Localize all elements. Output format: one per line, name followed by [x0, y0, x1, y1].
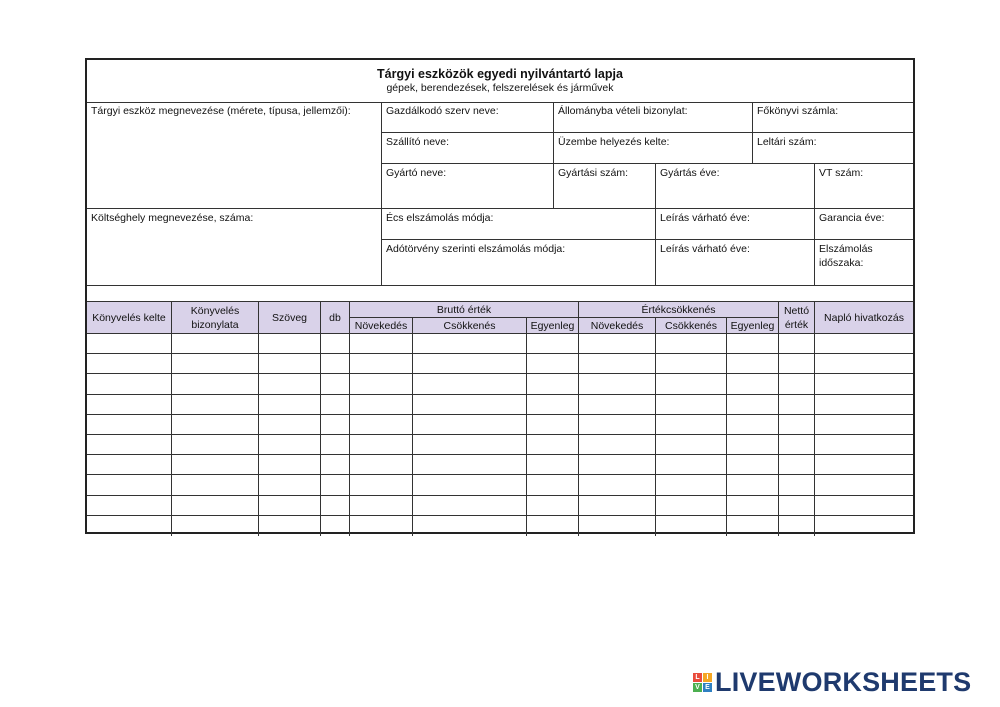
table-cell[interactable] [87, 374, 172, 394]
table-cell[interactable] [727, 334, 779, 354]
acquisition-doc-field[interactable] [554, 102, 753, 133]
col-net-value: Nettó érték [779, 302, 815, 334]
supplier-field[interactable] [382, 133, 554, 164]
col-text: Szöveg [259, 302, 321, 334]
table-cell[interactable] [321, 475, 350, 495]
spacer-row [87, 286, 913, 302]
table-cell[interactable] [259, 374, 321, 394]
table-cell[interactable] [656, 435, 727, 455]
table-cell[interactable] [579, 455, 656, 475]
table-cell[interactable] [350, 516, 413, 536]
vt-no-label: VT szám: [819, 167, 864, 179]
col-booking-date: Könyvelés kelte [87, 302, 172, 334]
table-cell[interactable] [579, 354, 656, 374]
table-cell[interactable] [779, 455, 815, 475]
table-cell[interactable] [727, 374, 779, 394]
table-cell[interactable] [172, 435, 259, 455]
table-cell[interactable] [87, 334, 172, 354]
table-cell[interactable] [172, 496, 259, 516]
table-cell[interactable] [656, 455, 727, 475]
table-cell[interactable] [727, 496, 779, 516]
sub-gross-increase: Növekedés [350, 318, 413, 334]
table-cell[interactable] [579, 374, 656, 394]
ledger-account-label: Főkönyvi számla: [757, 105, 839, 117]
table-cell[interactable] [527, 354, 579, 374]
table-cell[interactable] [87, 415, 172, 435]
table-cell[interactable] [815, 496, 913, 516]
table-cell[interactable] [579, 496, 656, 516]
warranty-year-field[interactable] [815, 209, 913, 240]
table-cell[interactable] [413, 415, 527, 435]
table-cell[interactable] [321, 496, 350, 516]
table-cell[interactable] [579, 334, 656, 354]
table-cell[interactable] [727, 415, 779, 435]
table-cell[interactable] [321, 516, 350, 536]
col-qty: db [321, 302, 350, 334]
table-cell[interactable] [579, 475, 656, 495]
table-cell[interactable] [259, 516, 321, 536]
table-cell[interactable] [350, 435, 413, 455]
logo-mark-icon: L I V E [693, 673, 712, 692]
warranty-year-label: Garancia éve: [819, 212, 885, 224]
table-cell[interactable] [815, 334, 913, 354]
table-cell[interactable] [259, 334, 321, 354]
table-cell[interactable] [87, 516, 172, 536]
table-cell[interactable] [656, 475, 727, 495]
table-cell[interactable] [259, 395, 321, 415]
table-cell[interactable] [87, 496, 172, 516]
group-depreciation: Értékcsökkenés [579, 302, 779, 318]
writeoff-year-label-1: Leírás várható éve: [660, 212, 750, 224]
table-cell[interactable] [87, 455, 172, 475]
page-title: Tárgyi eszközök egyedi nyilvántartó lapja [377, 67, 623, 81]
commission-date-field[interactable] [554, 133, 753, 164]
group-gross-value: Bruttó érték [350, 302, 579, 318]
table-cell[interactable] [172, 374, 259, 394]
writeoff-year-label-2: Leírás várható éve: [660, 243, 750, 255]
table-cell[interactable] [815, 374, 913, 394]
table-cell[interactable] [579, 435, 656, 455]
table-cell[interactable] [779, 374, 815, 394]
table-cell[interactable] [527, 455, 579, 475]
table-cell[interactable] [527, 516, 579, 536]
logo-text: LIVEWORKSHEETS [715, 666, 972, 697]
table-cell[interactable] [350, 334, 413, 354]
table-cell[interactable] [815, 475, 913, 495]
sub-depr-decrease: Csökkenés [656, 318, 727, 334]
table-cell[interactable] [527, 374, 579, 394]
table-cell[interactable] [656, 374, 727, 394]
sub-gross-balance: Egyenleg [527, 318, 579, 334]
table-cell[interactable] [779, 395, 815, 415]
writeoff-year-field-1[interactable] [656, 209, 815, 240]
table-cell[interactable] [413, 354, 527, 374]
table-cell[interactable] [815, 354, 913, 374]
table-cell[interactable] [87, 354, 172, 374]
table-cell[interactable] [350, 455, 413, 475]
table-cell[interactable] [815, 395, 913, 415]
table-cell[interactable] [350, 496, 413, 516]
table-cell[interactable] [321, 395, 350, 415]
table-cell[interactable] [727, 455, 779, 475]
table-cell[interactable] [87, 395, 172, 415]
sub-depr-balance: Egyenleg [727, 318, 779, 334]
table-cell[interactable] [172, 475, 259, 495]
acquisition-doc-label: Állományba vételi bizonylat: [558, 105, 688, 117]
table-cell[interactable] [172, 455, 259, 475]
depreciation-method-label: Écs elszámolás módja: [386, 212, 494, 224]
table-cell[interactable] [579, 516, 656, 536]
table-cell[interactable] [779, 334, 815, 354]
table-cell[interactable] [321, 354, 350, 374]
table-cell[interactable] [350, 374, 413, 394]
cost-center-field[interactable] [87, 209, 382, 286]
table-cell[interactable] [527, 334, 579, 354]
org-name-field[interactable] [382, 102, 554, 133]
table-cell[interactable] [172, 395, 259, 415]
org-name-label: Gazdálkodó szerv neve: [386, 105, 499, 117]
table-cell[interactable] [413, 455, 527, 475]
col-journal-ref: Napló hivatkozás [815, 302, 913, 334]
manufacturer-label: Gyártó neve: [386, 167, 447, 179]
table-cell[interactable] [413, 475, 527, 495]
table-cell[interactable] [815, 435, 913, 455]
table-cell[interactable] [172, 354, 259, 374]
table-cell[interactable] [779, 354, 815, 374]
manufacture-year-label: Gyártás éve: [660, 167, 720, 179]
table-cell[interactable] [727, 516, 779, 536]
table-cell[interactable] [779, 516, 815, 536]
table-cell[interactable] [413, 334, 527, 354]
table-cell[interactable] [656, 516, 727, 536]
accounting-period-label: Elszámolás időszaka: [819, 243, 873, 269]
table-cell[interactable] [321, 455, 350, 475]
table-cell[interactable] [321, 374, 350, 394]
table-cell[interactable] [87, 475, 172, 495]
table-cell[interactable] [527, 496, 579, 516]
table-cell[interactable] [259, 354, 321, 374]
table-cell[interactable] [350, 415, 413, 435]
table-cell[interactable] [350, 354, 413, 374]
table-cell[interactable] [321, 334, 350, 354]
tax-method-field[interactable] [382, 240, 656, 286]
table-cell[interactable] [779, 415, 815, 435]
commission-date-label: Üzembe helyezés kelte: [558, 136, 670, 148]
table-cell[interactable] [259, 496, 321, 516]
col-booking-doc: Könyvelés bizonylata [172, 302, 259, 334]
page-subtitle: gépek, berendezések, felszerelések és járművek [386, 82, 614, 94]
asset-record-sheet [85, 58, 915, 534]
table-cell[interactable] [815, 516, 913, 536]
table-cell[interactable] [413, 374, 527, 394]
writeoff-year-field-2[interactable] [656, 240, 815, 286]
table-cell[interactable] [727, 475, 779, 495]
table-cell[interactable] [413, 516, 527, 536]
table-cell[interactable] [350, 475, 413, 495]
table-cell[interactable] [656, 334, 727, 354]
table-cell[interactable] [259, 475, 321, 495]
table-cell[interactable] [727, 395, 779, 415]
asset-name-label: Tárgyi eszköz megnevezése (mérete, típusa, jellemzői): [91, 105, 351, 117]
table-cell[interactable] [656, 354, 727, 374]
table-cell[interactable] [413, 395, 527, 415]
serial-no-label: Gyártási szám: [558, 167, 629, 179]
table-cell[interactable] [779, 496, 815, 516]
table-cell[interactable] [527, 395, 579, 415]
table-cell[interactable] [259, 415, 321, 435]
sub-gross-decrease: Csökkenés [413, 318, 527, 334]
table-cell[interactable] [815, 455, 913, 475]
supplier-label: Szállító neve: [386, 136, 450, 148]
table-cell[interactable] [413, 435, 527, 455]
table-cell[interactable] [656, 496, 727, 516]
table-cell[interactable] [350, 395, 413, 415]
table-cell[interactable] [727, 435, 779, 455]
sub-depr-increase: Növekedés [579, 318, 656, 334]
table-cell[interactable] [527, 475, 579, 495]
table-cell[interactable] [727, 354, 779, 374]
liveworksheets-logo [693, 668, 971, 696]
table-cell[interactable] [779, 435, 815, 455]
depreciation-method-field[interactable] [382, 209, 656, 240]
table-cell[interactable] [259, 435, 321, 455]
ledger-account-field[interactable] [753, 102, 913, 133]
inventory-no-label: Leltári szám: [757, 136, 817, 148]
table-cell[interactable] [172, 516, 259, 536]
table-cell[interactable] [321, 435, 350, 455]
table-cell[interactable] [172, 415, 259, 435]
table-cell[interactable] [321, 415, 350, 435]
vt-no-field[interactable] [815, 164, 913, 209]
table-cell[interactable] [779, 475, 815, 495]
table-cell[interactable] [579, 395, 656, 415]
accounting-period-field[interactable] [815, 240, 913, 286]
title-block [87, 60, 913, 103]
inventory-no-field[interactable] [753, 133, 913, 164]
manufacturer-field[interactable] [382, 164, 554, 209]
serial-no-field[interactable] [554, 164, 656, 209]
table-cell[interactable] [656, 395, 727, 415]
table-cell[interactable] [527, 435, 579, 455]
table-cell[interactable] [815, 415, 913, 435]
cost-center-label: Költséghely megnevezése, száma: [91, 212, 254, 224]
table-cell[interactable] [259, 455, 321, 475]
table-cell[interactable] [656, 415, 727, 435]
asset-name-field[interactable] [87, 102, 382, 209]
table-cell[interactable] [172, 334, 259, 354]
table-cell[interactable] [579, 415, 656, 435]
table-cell[interactable] [527, 415, 579, 435]
table-cell[interactable] [87, 435, 172, 455]
tax-method-label: Adótörvény szerinti elszámolás módja: [386, 243, 566, 255]
table-cell[interactable] [413, 496, 527, 516]
manufacture-year-field[interactable] [656, 164, 815, 209]
